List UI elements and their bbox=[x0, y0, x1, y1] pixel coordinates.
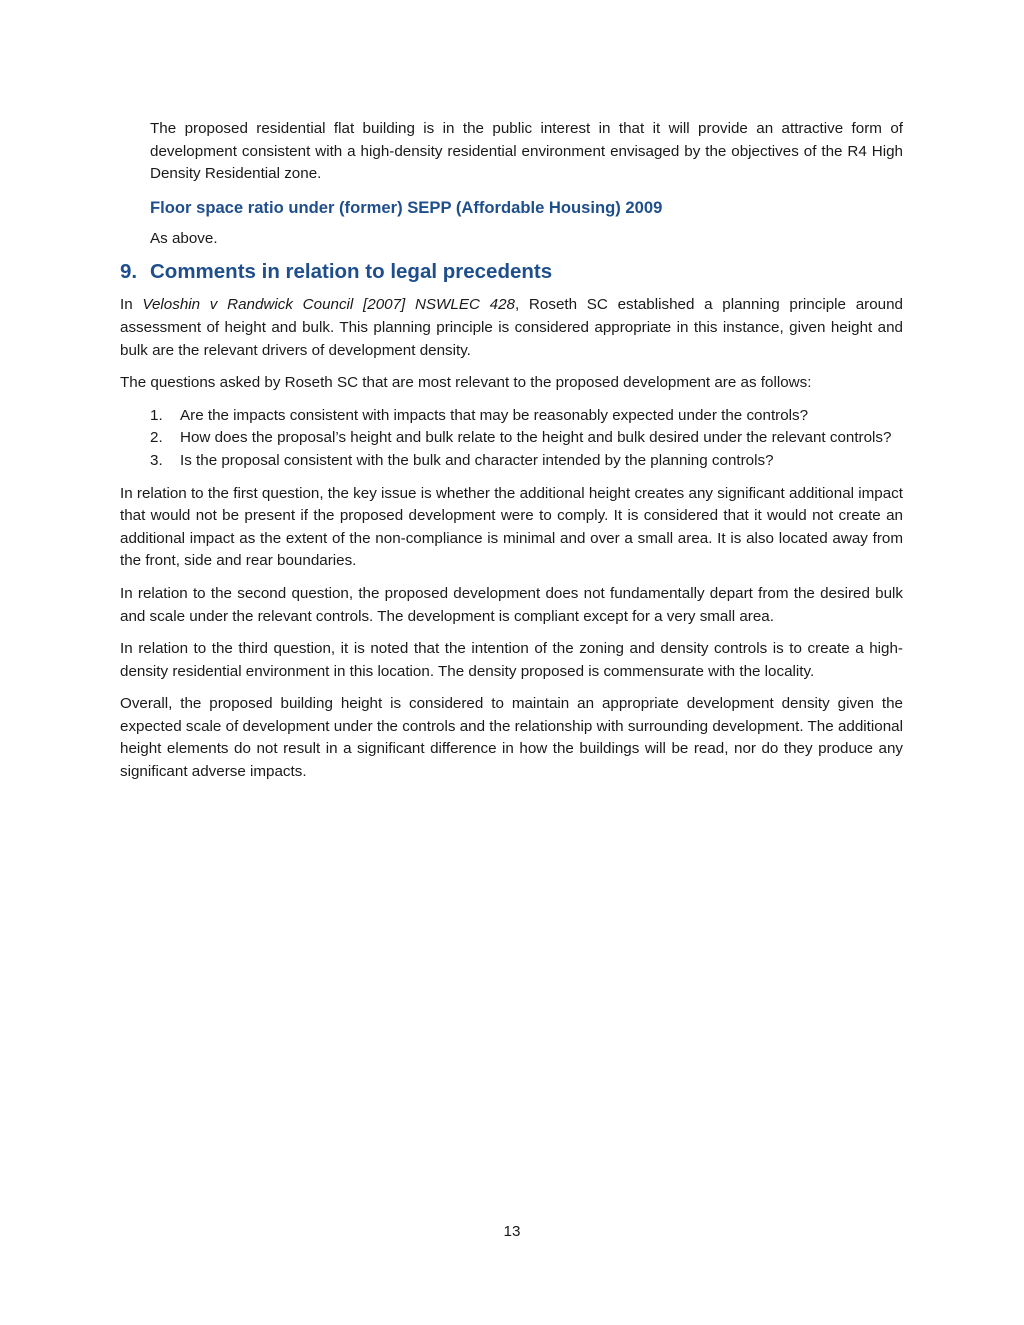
section-heading bbox=[120, 258, 903, 286]
list-item-number: 1. bbox=[150, 406, 163, 424]
section-title: Comments in relation to legal precedents bbox=[150, 260, 553, 284]
first-question-paragraph: In relation to the first question, the key issue is whether the additional height creates any significant additional impact that would not be present if the proposed development were to comply. It is considered that it would not create an additional impact as the extent of the non-compliance is minimal and over a small area. It is also located away from the front, side and rear boundaries. bbox=[120, 484, 903, 570]
list-item bbox=[150, 405, 903, 428]
questions-list bbox=[150, 405, 903, 473]
list-item bbox=[150, 450, 903, 473]
as-above-text: As above. bbox=[150, 229, 218, 247]
third-question-paragraph: In relation to the third question, it is noted that the intention of the zoning and density controls is to create a high-density residential environment in this location. The density proposed is commensurate with the locality. bbox=[120, 640, 903, 680]
subheading-floor-space-ratio: Floor space ratio under (former) SEPP (Affordable Housing) 2009 bbox=[150, 197, 663, 217]
list-item-number: 3. bbox=[150, 451, 163, 469]
list-item bbox=[150, 427, 903, 450]
second-question-paragraph: In relation to the second question, the proposed development does not fundamentally depart from the desired bulk and scale under the relevant controls. The development is compliant except for a very small area. bbox=[120, 584, 903, 625]
list-item-text: Are the impacts consistent with impacts that may be reasonably expected under the controls? bbox=[180, 406, 809, 424]
overall-paragraph: Overall, the proposed building height is considered to maintain an appropriate development density given the expected scale of development under the controls and the relationship with surrounding development. The additional height elements do not result in a significant difference in how the buildings will be read, nor do they produce any significant adverse impacts. bbox=[120, 695, 903, 781]
case-rest: , Roseth SC established a planning principle around assessment of height and bulk. This planning principle is considered appropriate in this instance, given height and bulk are the relevant drivers of development density. bbox=[120, 296, 903, 359]
case-prefix: In bbox=[120, 296, 143, 314]
case-paragraph bbox=[120, 294, 903, 362]
list-item-text: Is the proposal consistent with the bulk and character intended by the planning controls? bbox=[180, 451, 774, 469]
intro-paragraph: The proposed residential flat building is in the public interest in that it will provide an attractive form of development consistent with a high-density residential environment envisaged by the objectives of the R4 High Density Residential zone. bbox=[150, 120, 903, 183]
questions-intro: The questions asked by Roseth SC that are most relevant to the proposed development are as follows: bbox=[120, 374, 812, 392]
list-item-number: 2. bbox=[150, 429, 163, 447]
page-number: 13 bbox=[503, 1223, 521, 1240]
section-number: 9. bbox=[120, 260, 138, 284]
case-citation: Veloshin v Randwick Council [2007] NSWLEC 428 bbox=[142, 296, 515, 314]
list-item-text: How does the proposal’s height and bulk relate to the height and bulk desired under the relevant controls? bbox=[180, 429, 892, 447]
page-content bbox=[120, 118, 903, 794]
